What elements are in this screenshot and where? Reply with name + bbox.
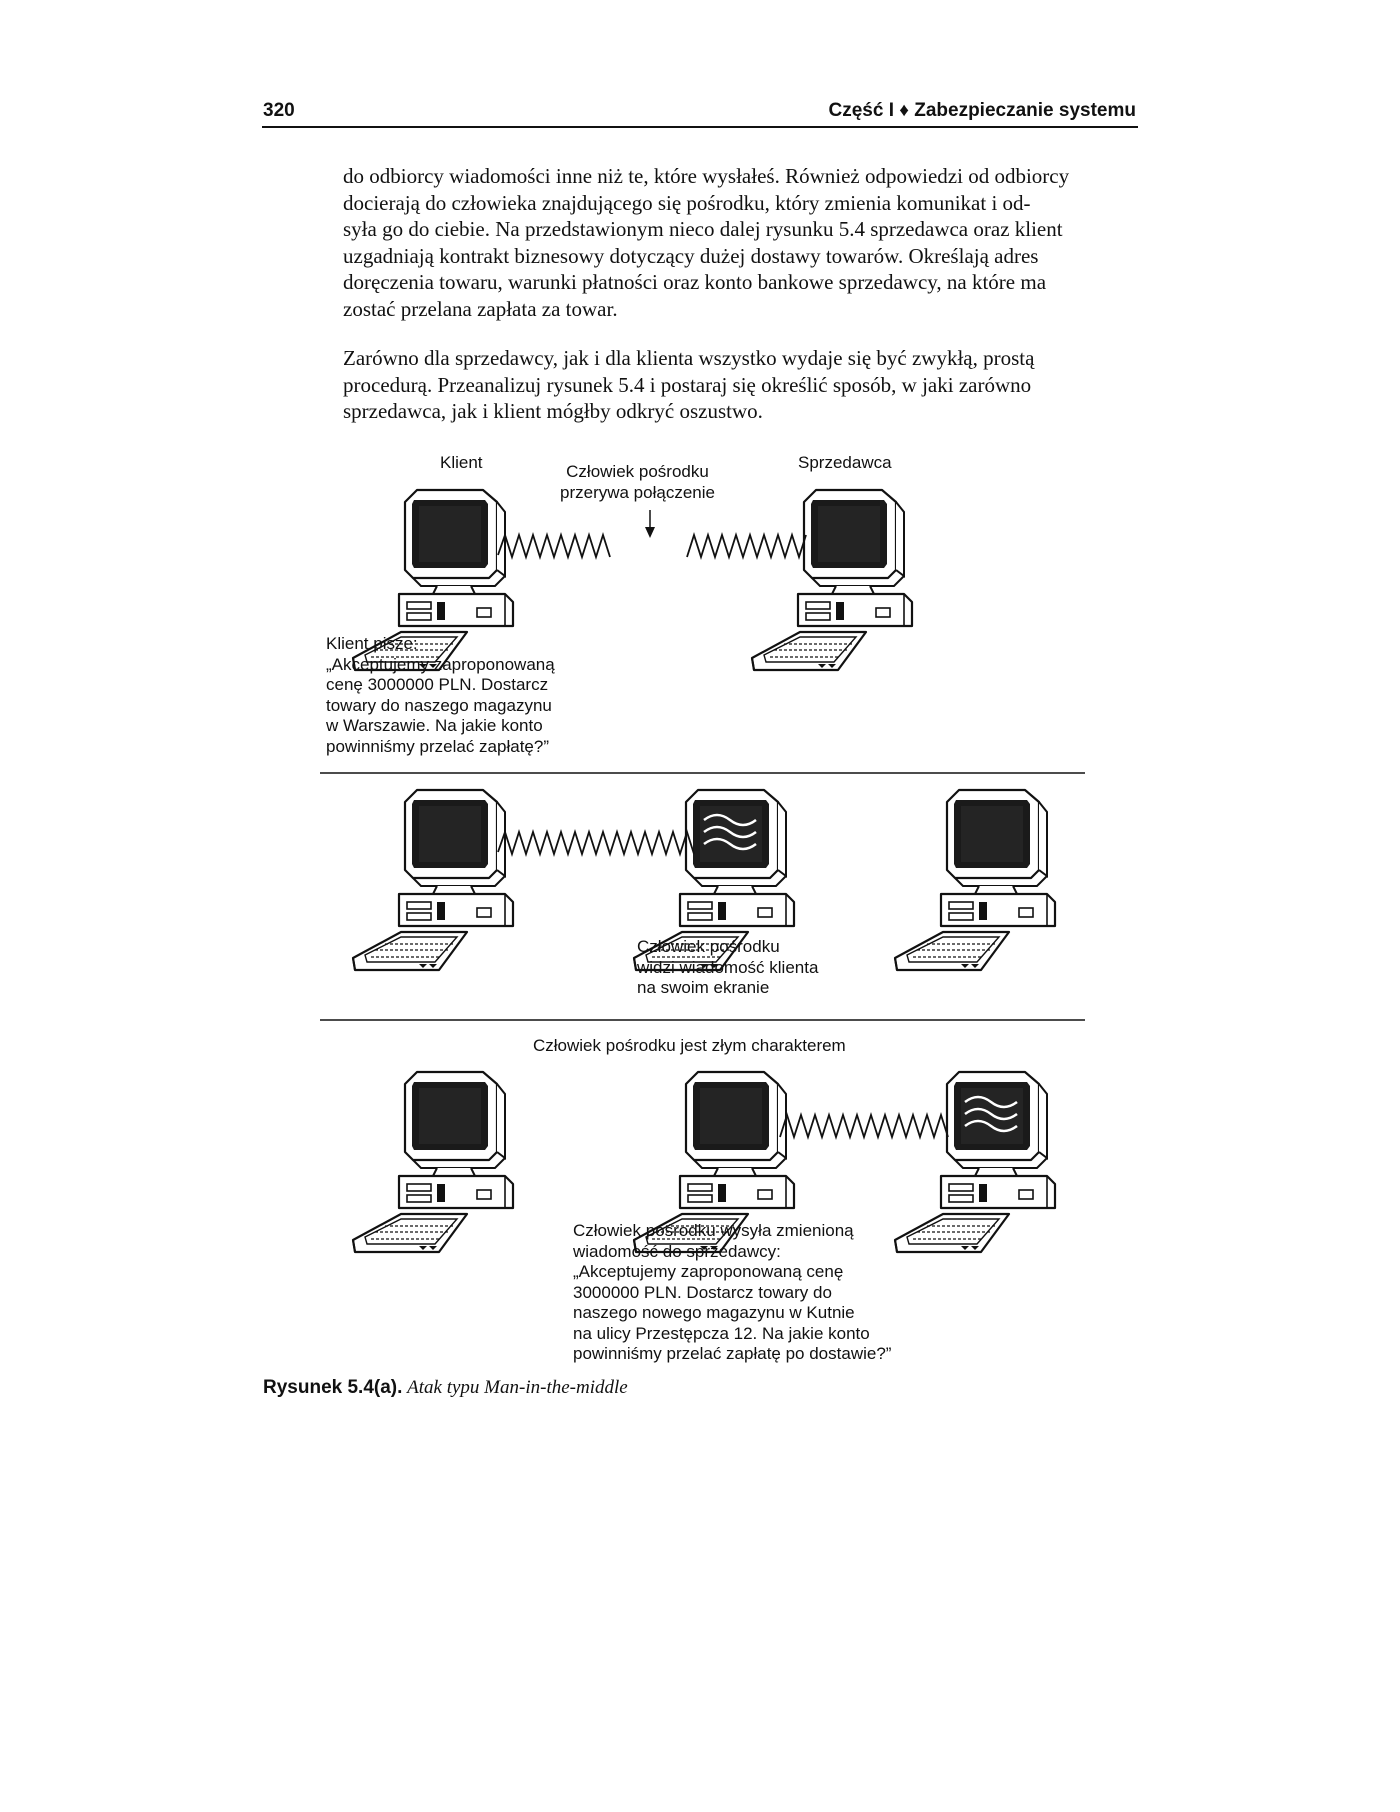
- caption-label: Rysunek 5.4(a).: [263, 1377, 403, 1398]
- text-line: docierają do człowieka znajdującego się pośrodku, który zmienia komunikat i od-: [343, 190, 1031, 215]
- label-line: towary do naszego magazynu: [326, 695, 552, 715]
- text-line: do odbiorcy wiadomości inne niż te, które wysłałeś. Również odpowiedzi od odbiorcy: [343, 164, 1070, 188]
- client-message: [326, 634, 555, 757]
- text-line: Zarówno dla sprzedawcy, jak i dla klienta wszystko wydaje się być zwykłą, prostą: [343, 346, 1035, 370]
- caption-text: Atak typu Man-in-the-middle: [407, 1377, 628, 1398]
- label-line: przerywa połączenie: [560, 482, 715, 502]
- label-line: naszego nowego magazynu w Kutnie: [573, 1303, 855, 1322]
- label-line: w Warszawie. Na jakie konto: [326, 716, 543, 735]
- label-line: 3000000 PLN. Dostarcz towary do: [573, 1282, 832, 1302]
- label-line: wiadomość do sprzedawcy:: [573, 1241, 781, 1261]
- seller-label: Sprzedawca: [798, 453, 892, 472]
- label-line: „Akceptujemy zaproponowaną: [326, 654, 555, 674]
- running-title: Część I ♦ Zabezpieczanie systemu: [828, 100, 1136, 121]
- text-line: uzgadniają kontrakt biznesowy dotyczący dużej dostawy towarów. Określają adres: [343, 243, 1039, 268]
- label-line: „Akceptujemy zaproponowaną cenę: [573, 1262, 844, 1281]
- text-line: procedurą. Przeanalizuj rysunek 5.4 i postaraj się określić sposób, w jaki zarówno: [343, 372, 1032, 397]
- text-line: doręczenia towaru, warunki płatności oraz konto bankowe sprzedawcy, na które ma: [343, 270, 1047, 295]
- label-line: cenę 3000000 PLN. Dostarcz: [326, 675, 549, 694]
- label-line: powinniśmy przelać zapłatę po dostawie?”: [573, 1344, 892, 1363]
- mitm-break-label: [560, 462, 715, 503]
- label-line: Człowiek pośrodku: [566, 462, 709, 481]
- figure-caption: [263, 1377, 628, 1399]
- client-computer: [353, 790, 513, 970]
- page-number: 320: [263, 100, 295, 121]
- altered-message: [573, 1221, 891, 1365]
- connection-wave: [780, 1115, 948, 1137]
- label-line: widzi wiadomość klienta: [637, 957, 819, 977]
- label-line: Klient pisze:: [326, 634, 418, 653]
- client-label: Klient: [440, 453, 483, 472]
- label-line: na ulicy Przestępcza 12. Na jakie konto: [573, 1323, 870, 1343]
- label-line: na swoim ekranie: [637, 978, 770, 997]
- connection-wave: [498, 535, 610, 557]
- text-line: sprzedawca, jak i klient mógłby odkryć oszustwo.: [343, 399, 763, 424]
- seller-computer: [895, 790, 1055, 970]
- text-line: syła go do ciebie. Na przedstawionym nieco dalej rysunku 5.4 sprzedawca oraz klient: [343, 217, 1063, 242]
- text-line: zostać przelana zapłata za towar.: [343, 296, 618, 321]
- label-line: Człowiek pośrodku wysyła zmienioną: [573, 1221, 854, 1240]
- label-line: powinniśmy przelać zapłatę?”: [326, 736, 549, 756]
- panel3-title: Człowiek pośrodku jest złym charakterem: [533, 1036, 846, 1055]
- connection-wave: [687, 535, 806, 557]
- break-arrow-head: [645, 527, 655, 538]
- label-line: Człowiek pośrodku: [637, 937, 780, 956]
- mitm-sees-label: [637, 937, 818, 999]
- seller-computer: [752, 490, 912, 670]
- seller-computer: [895, 1072, 1055, 1252]
- connection-wave: [498, 832, 694, 854]
- client-computer: [353, 1072, 513, 1252]
